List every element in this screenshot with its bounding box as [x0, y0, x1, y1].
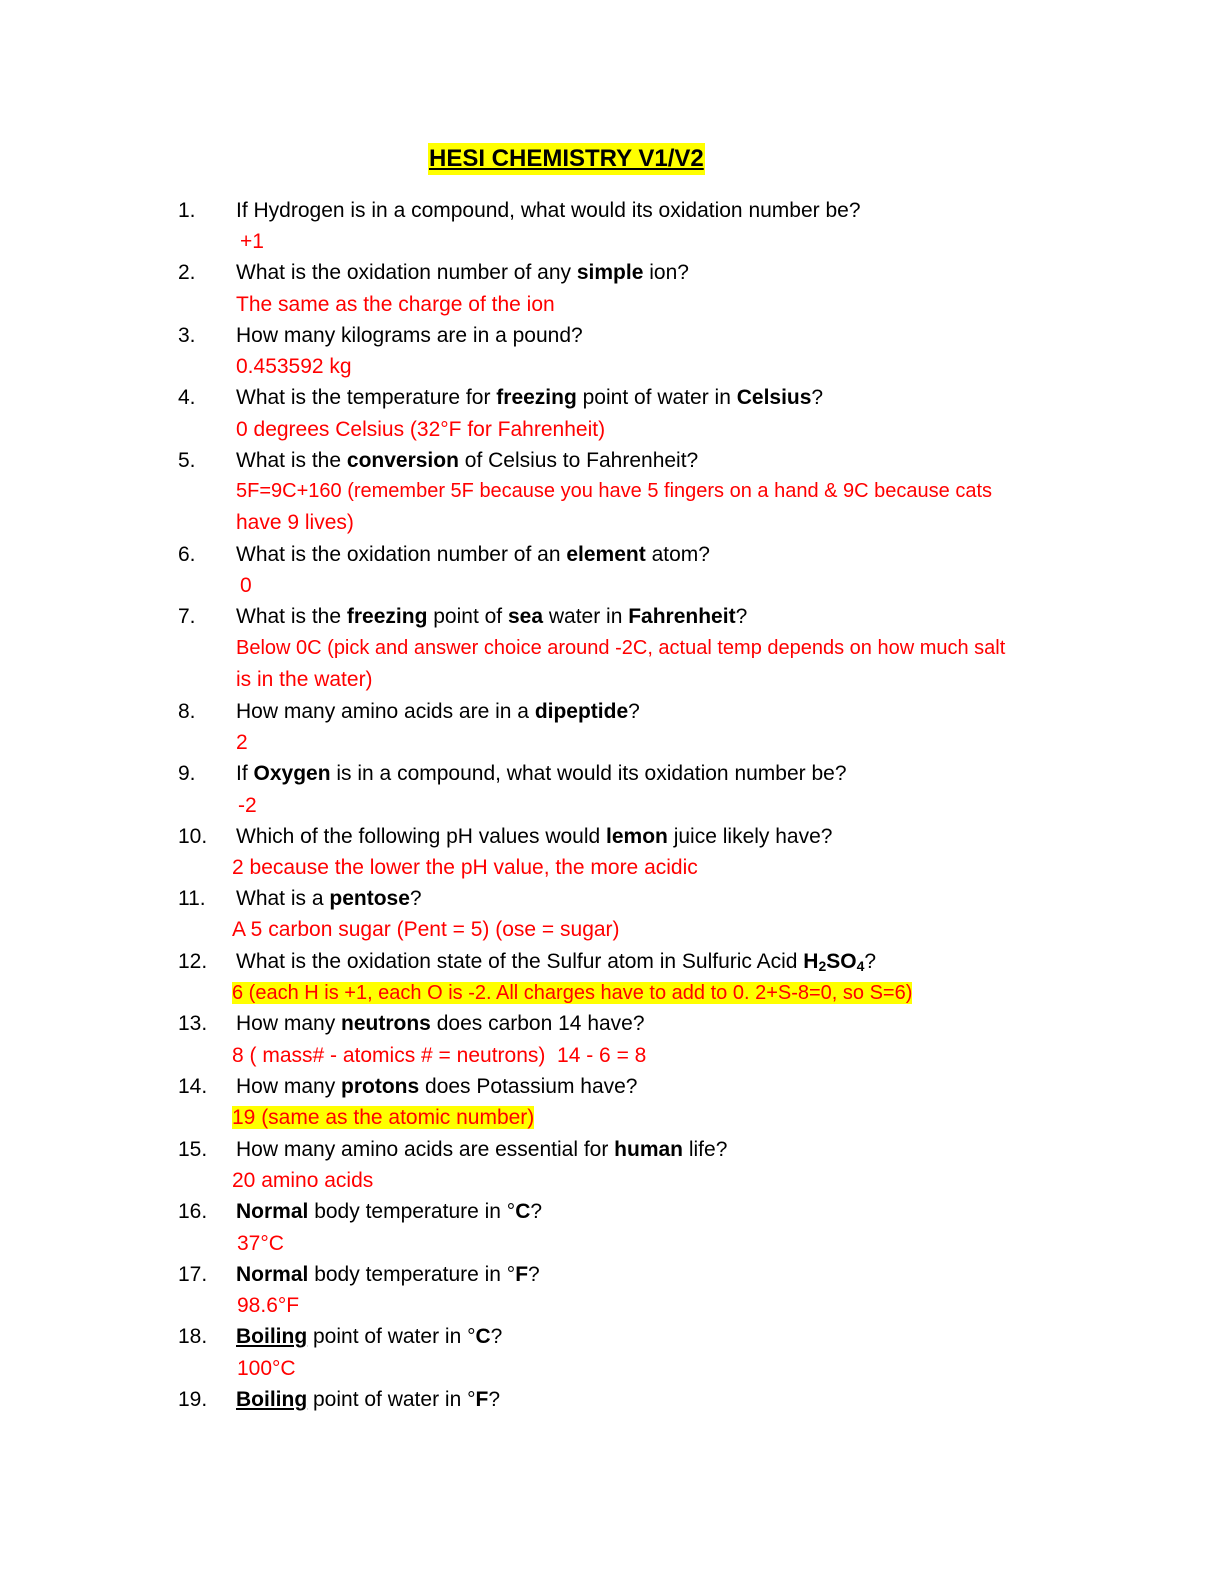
answer-text: 98.6°F: [237, 1294, 300, 1317]
answer-text: 8 ( mass# - atomics # = neutrons) 14 - 6 = 8: [232, 1044, 647, 1067]
answer-text: A 5 carbon sugar (Pent = 5) (ose = sugar): [232, 918, 620, 941]
question-text: Boiling point of water in °C?: [236, 1325, 503, 1348]
question-number: 3.: [178, 324, 196, 347]
question-text: How many neutrons does carbon 14 have?: [236, 1012, 645, 1035]
question-text: If Hydrogen is in a compound, what would its oxidation number be?: [236, 199, 861, 222]
question-number: 11.: [178, 887, 206, 910]
question-number: 17.: [178, 1263, 208, 1286]
question-text: What is the oxidation number of any simple ion?: [236, 261, 689, 284]
question-text: What is a pentose?: [236, 887, 422, 910]
answer-text: 0: [240, 574, 252, 597]
highlighted-answer: 6 (each H is +1, each O is -2. All charges have to add to 0. 2+S-8=0, so S=6): [232, 982, 913, 1004]
question-text: What is the conversion of Celsius to Fahrenheit?: [236, 449, 699, 472]
question-number: 6.: [178, 543, 196, 566]
question-number: 10.: [178, 825, 208, 848]
question-number: 16.: [178, 1200, 208, 1223]
question-number: 18.: [178, 1325, 208, 1348]
answer-text: [232, 1102, 534, 1133]
answer-text: 0 degrees Celsius (32°F for Fahrenheit): [236, 418, 606, 441]
answer-text: is in the water): [236, 668, 373, 691]
question-number: 1.: [178, 199, 196, 222]
answer-text: -2: [238, 794, 257, 817]
question-text: Which of the following pH values would lemon juice likely have?: [236, 825, 833, 848]
answer-text: +1: [240, 230, 264, 253]
question-number: 4.: [178, 386, 196, 409]
question-text: What is the oxidation number of an element atom?: [236, 543, 710, 566]
answer-text: 2 because the lower the pH value, the more acidic: [232, 856, 698, 879]
question-number: 12.: [178, 950, 208, 973]
page-title: HESI CHEMISTRY V1/V2: [428, 143, 705, 175]
question-number: 15.: [178, 1138, 208, 1161]
question-number: 14.: [178, 1075, 208, 1098]
question-text: How many amino acids are essential for human life?: [236, 1138, 728, 1161]
question-number: 5.: [178, 449, 196, 472]
question-text: How many amino acids are in a dipeptide?: [236, 700, 640, 723]
answer-text: The same as the charge of the ion: [236, 293, 555, 316]
question-number: 8.: [178, 700, 196, 723]
answer-text: 37°C: [237, 1232, 284, 1255]
answer-text: Below 0C (pick and answer choice around -2C, actual temp depends on how much salt: [236, 637, 1006, 659]
answer-text: 2: [236, 731, 248, 754]
highlighted-answer: 19 (same as the atomic number): [232, 1106, 535, 1129]
question-number: 19.: [178, 1388, 208, 1411]
question-text: What is the temperature for freezing point of water in Celsius?: [236, 386, 824, 409]
question-text: How many protons does Potassium have?: [236, 1075, 638, 1098]
answer-text: 0.453592 kg: [236, 355, 352, 378]
answer-text: 20 amino acids: [232, 1169, 374, 1192]
question-text: What is the freezing point of sea water in Fahrenheit?: [236, 605, 748, 628]
answer-text: 100°C: [237, 1357, 296, 1380]
answer-text: have 9 lives): [236, 511, 354, 534]
answer-text: 5F=9C+160 (remember 5F because you have 5 fingers on a hand & 9C because cats: [236, 480, 993, 502]
question-text: Boiling point of water in °F?: [236, 1388, 500, 1411]
question-text: What is the oxidation state of the Sulfur atom in Sulfuric Acid $H_2SO_4$?: [236, 950, 877, 974]
question-number: 9.: [178, 762, 196, 785]
question-number: 7.: [178, 605, 196, 628]
answer-text: [232, 978, 912, 1009]
question-text: How many kilograms are in a pound?: [236, 324, 583, 347]
question-text: If Oxygen is in a compound, what would its oxidation number be?: [236, 762, 847, 785]
question-number: 13.: [178, 1012, 208, 1035]
question-number: 2.: [178, 261, 196, 284]
question-text: Normal body temperature in °F?: [236, 1263, 540, 1286]
question-text: Normal body temperature in °C?: [236, 1200, 543, 1223]
